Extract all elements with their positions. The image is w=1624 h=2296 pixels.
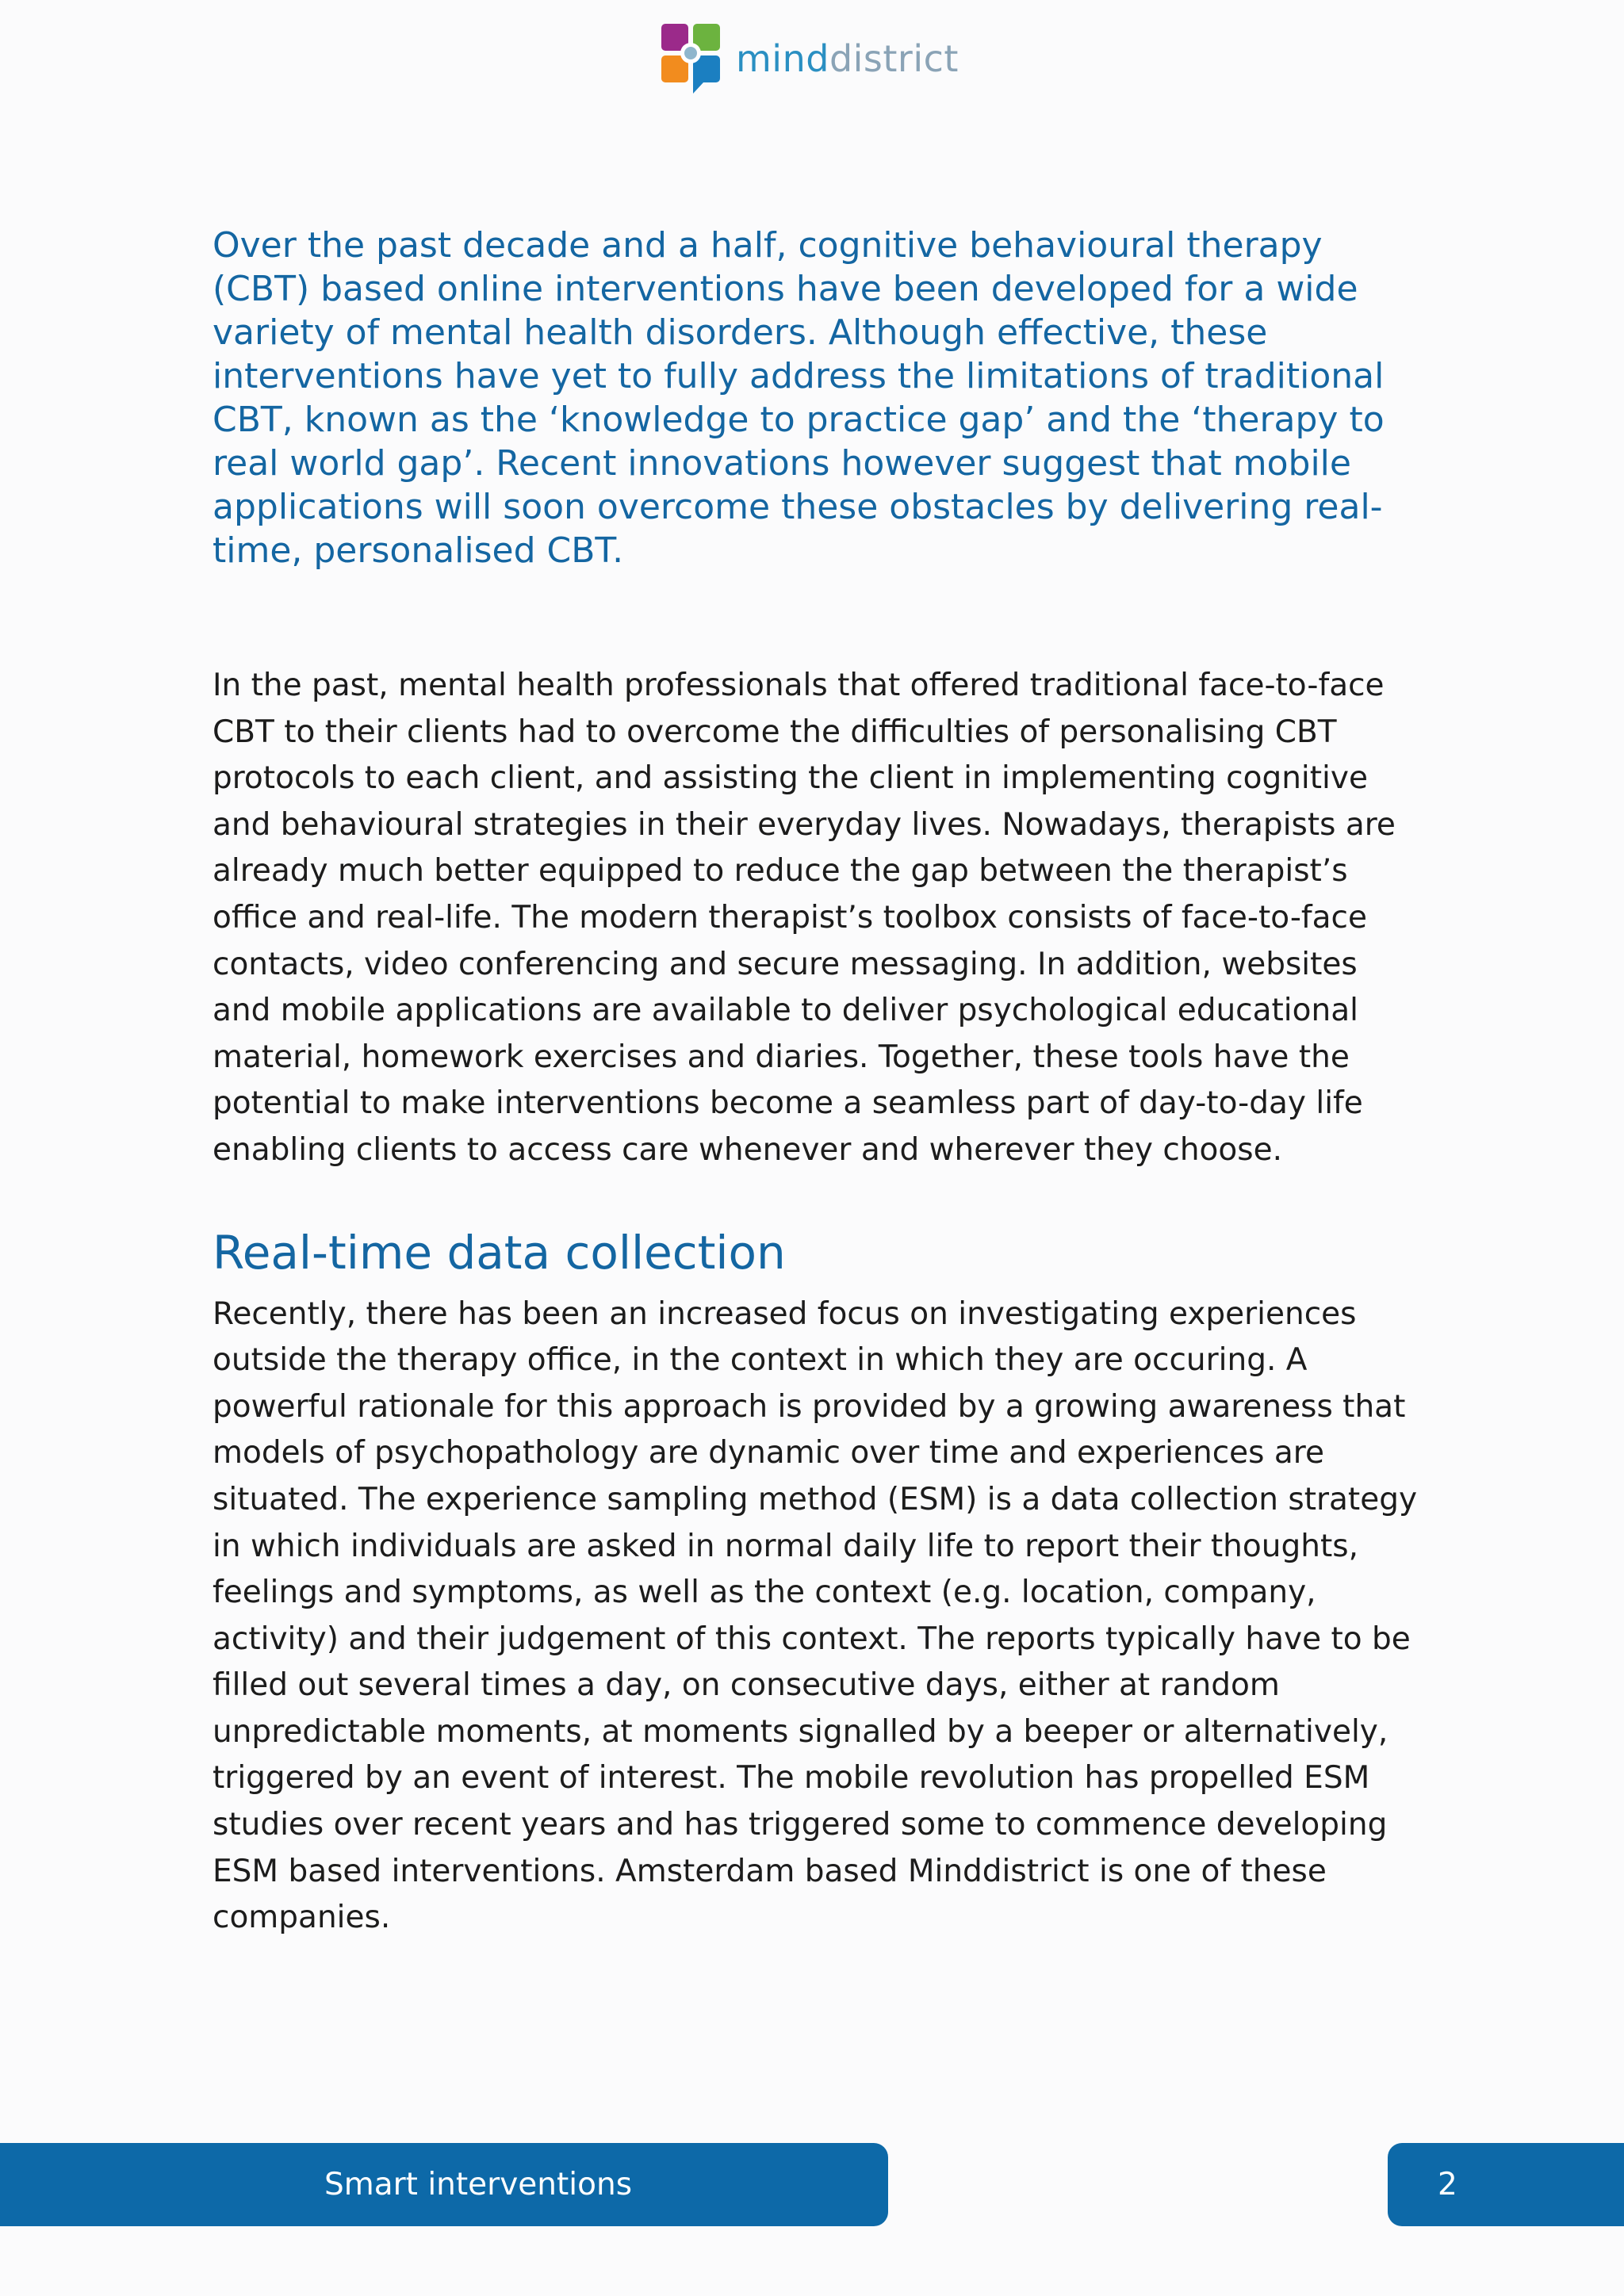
section-paragraph: Recently, there has been an increased focus on investigating experiences outside the therapy office, in the context in which they are occuring. A powerful rationale for this approach is provided by a growing awareness that models of psychopathology are dynamic over time and experiences are situated. The experience sampling method (ESM) is a data collection strategy in which individuals are asked in normal daily life to report their thoughts, feelings and symptoms, as well as the context (e.g. location, company, activity) and their judgement of this context. The reports typically have to be filled out several times a day, on consecutive days, either at random unpredictable moments, at moments signalled by a beeper or alternatively, triggered by an event of interest. The mobile revolution has propelled ESM studies over recent years and has triggered some to commence developing ESM based interventions. Amsterdam based Minddistrict is one of these companies. bbox=[213, 1295, 1418, 1936]
logo-wordmark bbox=[736, 37, 959, 80]
body-paragraph: In the past, mental health professionals that offered traditional face-to-face CBT to their clients had to overcome the difficulties of personalising CBT protocols to each client, and assisting the client in implementing cognitive and behavioural strategies in their everyday lives. Nowadays, therapists are already much better equipped to reduce the gap between the therapist’s office and real-life. The modern therapist’s toolbox consists of face-to-face contacts, video conferencing and secure messaging. In addition, websites and mobile applications are available to deliver psychological educational material, homework exercises and diaries. Together, these tools have the potential to make interventions become a seamless part of day-to-day life enabling clients to access care whenever and wherever they choose. bbox=[213, 668, 1396, 1168]
page-number: 2 bbox=[1438, 2167, 1457, 2202]
logo-wordmark-district: district bbox=[829, 37, 959, 80]
article-body bbox=[213, 224, 1418, 1942]
intro-paragraph: Over the past decade and a half, cognitive behavioural therapy (CBT) based online interventions have been developed for a wide variety of mental health disorders. Although effective, these interventions have yet to fully address the limitations of traditional CBT, known as the ‘knowledge to practice gap’ and the ‘therapy to real world gap’. Recent innovations however suggest that mobile applications will soon overcome these obstacles by delivering real-time, personalised CBT. bbox=[213, 225, 1385, 571]
minddistrict-logo bbox=[660, 22, 959, 95]
footer-title-bar bbox=[0, 2143, 888, 2226]
footer-title: Smart interventions bbox=[324, 2167, 633, 2202]
logo-wordmark-mind: mind bbox=[736, 37, 829, 80]
page-number-tab bbox=[1388, 2143, 1624, 2226]
section-heading: Real-time data collection bbox=[213, 1225, 786, 1280]
minddistrict-logo-icon bbox=[660, 22, 722, 95]
